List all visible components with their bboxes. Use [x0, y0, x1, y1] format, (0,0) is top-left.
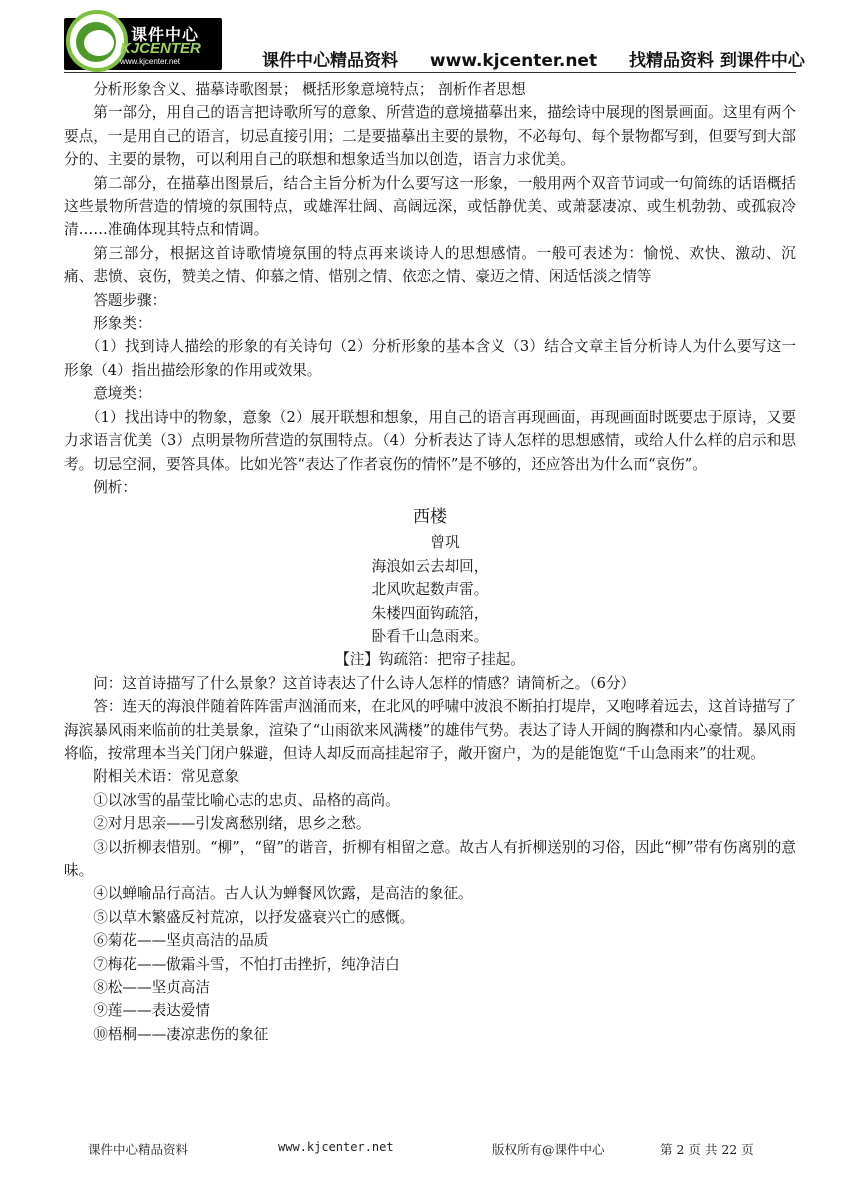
list-item: ①以冰雪的晶莹比喻心志的忠贞、品格的高尚。 — [93, 791, 400, 809]
list-item: ⑨莲——表达爱情 — [93, 1002, 210, 1020]
header-url: www.kjcenter.net — [429, 51, 598, 71]
list-item: ⑧松——坚贞高洁 — [93, 979, 210, 997]
steps-heading: 答题步骤： — [93, 291, 167, 309]
poem-title: 西楼 — [413, 507, 447, 528]
poem-line: 北风吹起数声雷。 — [371, 581, 489, 599]
list-item: ②对月思亲——引发离愁别绪，思乡之愁。 — [93, 815, 371, 833]
paragraph-part-one: 第一部分，用自己的语言把诗歌所写的意象、所营造的意境描摹出来，描绘诗中展现的图景画面。这里有两个要点，一是用自己的语言，切忌直接引用；二是要描摹出主要的景物，不必每句、每个景物都写到，但要写到大部分的、主要的景物，可以利用自己的联想和想象适当加以创造，语言力求优美。 — [64, 104, 796, 169]
poem-author: 曾巩 — [430, 534, 460, 552]
imagery-heading: 附相关术语：常见意象 — [93, 768, 240, 786]
paragraph-part-two: 第二部分，在描摹出图景后，结合主旨分析为什么要写这一形象，一般用两个双音节词或一句简练的话语概括这些景物所营造的情境的氛围特点，或雄浑壮阔、高阔远深，或恬静优美、或萧瑟凄凉、或生机勃勃、或孤寂冷清……准确体现其特点和情调。 — [64, 174, 796, 239]
footer-copyright: 版权所有@课件中心 — [492, 1142, 605, 1157]
list-item: ④以蝉喻品行高洁。古人认为蝉餐风饮露，是高洁的象征。 — [93, 885, 473, 903]
header-divider — [64, 72, 796, 73]
header-brand: 课件中心精品资料 — [262, 51, 398, 71]
logo-text-cn: 课件中心 — [131, 25, 200, 44]
logo-text-en: KJCENTER — [120, 40, 201, 57]
answer: 答：连天的海浪伴随着阵阵雷声汹涌而来，在北风的呼啸中波浪不断拍打堤岸，又咆哮着远去，这首诗描写了海滨暴风雨来临前的壮美景象，渲染了“山雨欲来风满楼”的雄伟气势。表达了诗人开阔的胸襟和内心豪情。暴风雨将临，按常理本当关门闭户躲避，但诗人却反而高挂起帘子，敞开窗户，为的是能饱览“千山急雨来”的壮观。 — [64, 698, 796, 762]
list-item: ⑦梅花——傲霜斗雪，不怕打击挫折，纯净洁白 — [93, 955, 400, 973]
image-type-heading: 形象类： — [93, 315, 152, 333]
logo-url: www.kjcenter.net — [120, 57, 181, 66]
list-item: ③以折柳表惜别。“柳”，“留”的谐音，折柳有相留之意。故古人有折柳送别的习俗，因此“柳”带有伤离别的意味。 — [64, 838, 796, 879]
question: 问：这首诗描写了什么景象？这首诗表达了什么诗人怎样的情感？请简析之。（6分） — [93, 674, 636, 692]
example-heading: 例析： — [93, 478, 137, 496]
page-number: 第 2 页 共 22 页 — [660, 1142, 754, 1157]
header-banner — [262, 46, 805, 71]
page-header — [0, 0, 860, 78]
mood-type-heading: 意境类： — [93, 385, 152, 403]
poem-line: 朱楼四面钩疏箔， — [371, 604, 489, 622]
poem-note: 【注】钩疏箔：把帘子挂起。 — [335, 651, 525, 669]
image-type-steps: （1）找到诗人描绘的形象的有关诗句（2）分析形象的基本含义（3）结合文章主旨分析诗人为什么要写这一形象（4）指出描绘形象的作用或效果。 — [64, 338, 796, 379]
mood-type-steps: （1）找出诗中的物象，意象（2）展开联想和想象，用自己的语言再现画面，再现画面时既要忠于原诗，又要力求语言优美（3）点明景物所营造的氛围特点。（4）分析表达了诗人怎样的思想感情，或给人什么样的启示和思考。切忌空洞，要答具体。比如光答“表达了作者哀伤的情怀”是不够的，还应答出为什么而“哀伤”。 — [64, 408, 796, 473]
list-item: ⑩梧桐——凄凉悲伤的象征 — [93, 1025, 269, 1043]
paragraph-part-three: 第三部分，根据这首诗歌情境氛围的特点再来谈诗人的思想感情。一般可表述为：愉悦、欢快、激动、沉痛、悲愤、哀伤，赞美之情、仰慕之情、惜别之情、依恋之情、豪迈之情、闲适恬淡之情等 — [64, 244, 796, 286]
list-item: ⑥菊花——坚贞高洁的品质 — [93, 932, 269, 950]
header-slogan: 找精品资料 到课件中心 — [629, 51, 805, 71]
list-item: ⑤以草木繁盛反衬荒凉，以抒发盛衰兴亡的感慨。 — [93, 908, 415, 926]
footer-brand: 课件中心精品资料 — [88, 1142, 189, 1157]
poem-line: 海浪如云去却回， — [371, 557, 489, 575]
poem-line: 卧看千山急雨来。 — [371, 627, 489, 645]
document-body — [64, 78, 796, 1046]
summary-line: 分析形象含义、描摹诗歌图景； 概括形象意境特点； 剖析作者思想 — [93, 81, 526, 98]
page-footer — [64, 1140, 796, 1160]
footer-url: www.kjcenter.net — [278, 1140, 394, 1154]
